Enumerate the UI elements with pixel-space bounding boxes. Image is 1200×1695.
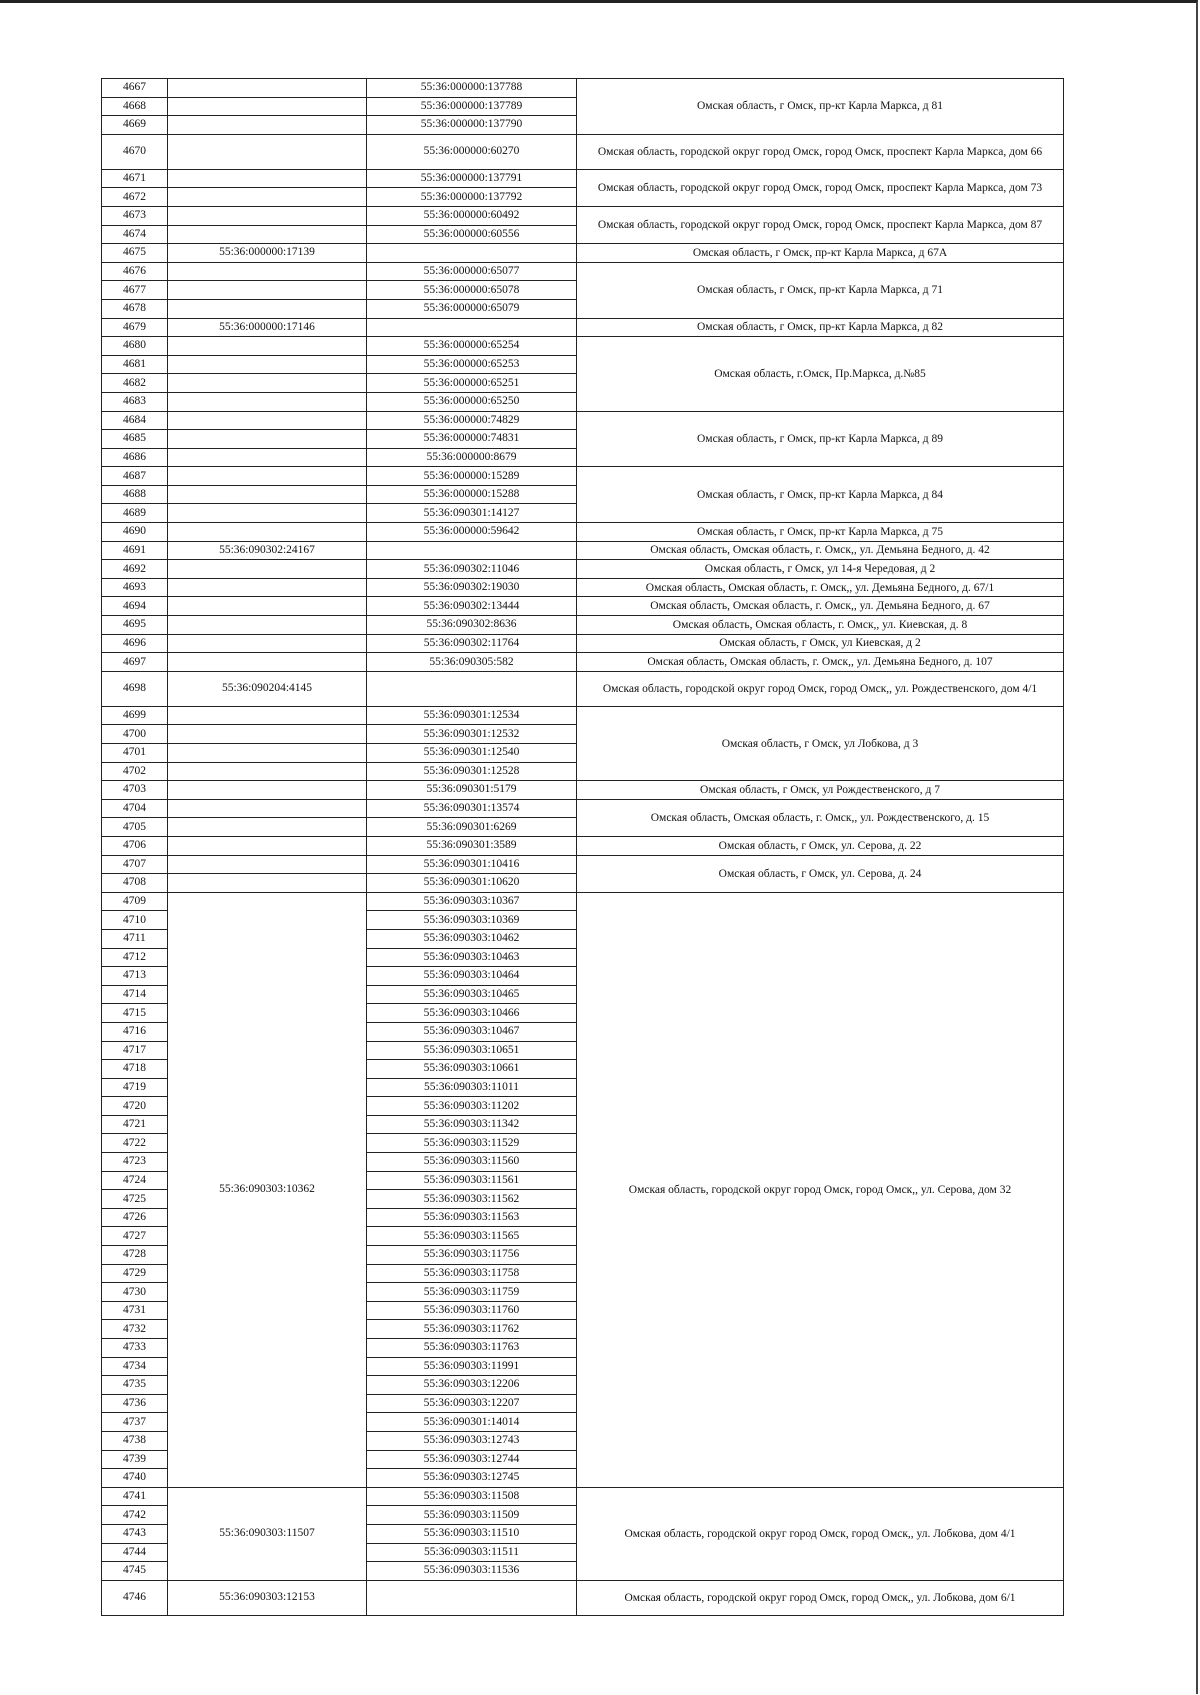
row-number-cell: 4743	[102, 1524, 168, 1543]
row-number-cell: 4718	[102, 1060, 168, 1079]
building-cadastral-cell	[367, 244, 577, 263]
table-row	[102, 1487, 1064, 1506]
parcel-cadastral-cell	[168, 855, 367, 874]
parcel-cadastral-cell	[168, 188, 367, 207]
building-cadastral-cell: 55:36:090301:14014	[367, 1413, 577, 1432]
address-cell: Омская область, г Омск, пр-кт Карла Маркса, д 75	[577, 523, 1064, 542]
row-number-cell: 4669	[102, 116, 168, 135]
row-number-cell: 4728	[102, 1246, 168, 1265]
building-cadastral-cell: 55:36:000000:137788	[367, 79, 577, 98]
address-cell: Омская область, г Омск, пр-кт Карла Маркса, д 81	[577, 79, 1064, 135]
row-number-cell: 4741	[102, 1487, 168, 1506]
address-cell: Омская область, Омская область, г. Омск,, ул. Демьяна Бедного, д. 67	[577, 597, 1064, 616]
row-number-cell: 4727	[102, 1227, 168, 1246]
row-number-cell: 4685	[102, 430, 168, 449]
row-number-cell: 4683	[102, 392, 168, 411]
building-cadastral-cell: 55:36:090302:11764	[367, 634, 577, 653]
row-number-cell: 4738	[102, 1431, 168, 1450]
row-number-cell: 4687	[102, 467, 168, 486]
row-number-cell: 4707	[102, 855, 168, 874]
table-row	[102, 836, 1064, 855]
address-cell: Омская область, г Омск, ул Рождественского, д 7	[577, 781, 1064, 800]
row-number-cell: 4725	[102, 1190, 168, 1209]
parcel-cadastral-cell	[168, 762, 367, 781]
parcel-cadastral-cell	[168, 818, 367, 837]
address-cell: Омская область, городской округ город Омск, город Омск,, ул. Серова, дом 32	[577, 892, 1064, 1487]
row-number-cell: 4710	[102, 911, 168, 930]
address-cell: Омская область, г Омск, пр-кт Карла Маркса, д 84	[577, 467, 1064, 523]
building-cadastral-cell: 55:36:090302:19030	[367, 578, 577, 597]
parcel-cadastral-cell	[168, 411, 367, 430]
parcel-cadastral-cell	[168, 374, 367, 393]
address-cell: Омская область, городской округ город Омск, город Омск,, ул. Лобкова, дом 4/1	[577, 1487, 1064, 1580]
row-number-cell: 4736	[102, 1394, 168, 1413]
row-number-cell: 4675	[102, 244, 168, 263]
building-cadastral-cell: 55:36:000000:60492	[367, 206, 577, 225]
row-number-cell: 4733	[102, 1339, 168, 1358]
building-cadastral-cell: 55:36:000000:65253	[367, 355, 577, 374]
building-cadastral-cell: 55:36:000000:137791	[367, 169, 577, 188]
row-number-cell: 4697	[102, 653, 168, 672]
row-number-cell: 4714	[102, 985, 168, 1004]
address-cell: Омская область, Омская область, г. Омск,, ул. Демьяна Бедного, д. 42	[577, 541, 1064, 560]
address-cell: Омская область, г Омск, ул Лобкова, д 3	[577, 706, 1064, 780]
table-row	[102, 653, 1064, 672]
parcel-cadastral-cell	[168, 597, 367, 616]
row-number-cell: 4692	[102, 560, 168, 579]
table-row	[102, 781, 1064, 800]
row-number-cell: 4742	[102, 1506, 168, 1525]
building-cadastral-cell: 55:36:090303:12206	[367, 1376, 577, 1395]
row-number-cell: 4719	[102, 1078, 168, 1097]
building-cadastral-cell: 55:36:090302:8636	[367, 616, 577, 635]
register-table-body	[102, 79, 1064, 1616]
table-row	[102, 411, 1064, 430]
address-cell: Омская область, г Омск, ул 14-я Чередовая, д 2	[577, 560, 1064, 579]
parcel-cadastral-cell: 55:36:090303:10362	[168, 892, 367, 1487]
row-number-cell: 4724	[102, 1171, 168, 1190]
address-cell: Омская область, г Омск, пр-кт Карла Маркса, д 82	[577, 318, 1064, 337]
row-number-cell: 4739	[102, 1450, 168, 1469]
address-cell: Омская область, Омская область, г. Омск,, ул. Киевская, д. 8	[577, 616, 1064, 635]
row-number-cell: 4667	[102, 79, 168, 98]
building-cadastral-cell: 55:36:090303:11536	[367, 1562, 577, 1581]
building-cadastral-cell: 55:36:090303:11562	[367, 1190, 577, 1209]
building-cadastral-cell: 55:36:090303:11202	[367, 1097, 577, 1116]
parcel-cadastral-cell	[168, 392, 367, 411]
parcel-cadastral-cell	[168, 337, 367, 356]
table-row	[102, 855, 1064, 874]
building-cadastral-cell: 55:36:090303:11011	[367, 1078, 577, 1097]
address-cell: Омская область, Омская область, г. Омск,, ул. Рождественского, д. 15	[577, 799, 1064, 836]
row-number-cell: 4711	[102, 929, 168, 948]
row-number-cell: 4703	[102, 781, 168, 800]
row-number-cell: 4673	[102, 206, 168, 225]
address-cell: Омская область, Омская область, г. Омск,, ул. Демьяна Бедного, д. 107	[577, 653, 1064, 672]
row-number-cell: 4674	[102, 225, 168, 244]
row-number-cell: 4686	[102, 448, 168, 467]
row-number-cell: 4722	[102, 1134, 168, 1153]
row-number-cell: 4670	[102, 134, 168, 169]
parcel-cadastral-cell	[168, 97, 367, 116]
row-number-cell: 4693	[102, 578, 168, 597]
table-row	[102, 523, 1064, 542]
building-cadastral-cell: 55:36:090303:11756	[367, 1246, 577, 1265]
row-number-cell: 4721	[102, 1115, 168, 1134]
building-cadastral-cell: 55:36:090303:10466	[367, 1004, 577, 1023]
row-number-cell: 4726	[102, 1208, 168, 1227]
row-number-cell: 4688	[102, 485, 168, 504]
table-row	[102, 134, 1064, 169]
parcel-cadastral-cell	[168, 448, 367, 467]
table-row	[102, 262, 1064, 281]
building-cadastral-cell: 55:36:090303:11342	[367, 1115, 577, 1134]
row-number-cell: 4694	[102, 597, 168, 616]
building-cadastral-cell: 55:36:090301:12532	[367, 725, 577, 744]
address-cell: Омская область, городской округ город Омск, город Омск, проспект Карла Маркса, дом 73	[577, 169, 1064, 206]
parcel-cadastral-cell: 55:36:090303:11507	[168, 1487, 367, 1580]
table-row	[102, 892, 1064, 911]
building-cadastral-cell: 55:36:000000:65079	[367, 299, 577, 318]
row-number-cell: 4696	[102, 634, 168, 653]
building-cadastral-cell: 55:36:090303:12744	[367, 1450, 577, 1469]
row-number-cell: 4708	[102, 874, 168, 893]
building-cadastral-cell: 55:36:090303:10462	[367, 929, 577, 948]
table-row	[102, 616, 1064, 635]
building-cadastral-cell: 55:36:000000:74831	[367, 430, 577, 449]
row-number-cell: 4676	[102, 262, 168, 281]
table-row	[102, 318, 1064, 337]
building-cadastral-cell: 55:36:090303:10651	[367, 1041, 577, 1060]
row-number-cell: 4715	[102, 1004, 168, 1023]
parcel-cadastral-cell	[168, 504, 367, 523]
building-cadastral-cell: 55:36:000000:65078	[367, 281, 577, 300]
parcel-cadastral-cell	[168, 706, 367, 725]
row-number-cell: 4668	[102, 97, 168, 116]
building-cadastral-cell: 55:36:090303:11561	[367, 1171, 577, 1190]
row-number-cell: 4678	[102, 299, 168, 318]
building-cadastral-cell: 55:36:090303:10464	[367, 967, 577, 986]
building-cadastral-cell: 55:36:090303:12743	[367, 1431, 577, 1450]
row-number-cell: 4677	[102, 281, 168, 300]
building-cadastral-cell: 55:36:090303:10465	[367, 985, 577, 1004]
parcel-cadastral-cell: 55:36:090303:12153	[168, 1580, 367, 1615]
row-number-cell: 4702	[102, 762, 168, 781]
parcel-cadastral-cell: 55:36:000000:17146	[168, 318, 367, 337]
parcel-cadastral-cell	[168, 281, 367, 300]
parcel-cadastral-cell	[168, 355, 367, 374]
row-number-cell: 4732	[102, 1320, 168, 1339]
register-table	[101, 78, 1064, 1616]
row-number-cell: 4689	[102, 504, 168, 523]
parcel-cadastral-cell	[168, 262, 367, 281]
address-cell: Омская область, городской округ город Омск, город Омск, проспект Карла Маркса, дом 87	[577, 206, 1064, 243]
row-number-cell: 4735	[102, 1376, 168, 1395]
table-row	[102, 578, 1064, 597]
building-cadastral-cell: 55:36:090303:11563	[367, 1208, 577, 1227]
building-cadastral-cell: 55:36:090302:13444	[367, 597, 577, 616]
building-cadastral-cell: 55:36:090303:10369	[367, 911, 577, 930]
row-number-cell: 4744	[102, 1543, 168, 1562]
row-number-cell: 4701	[102, 744, 168, 763]
building-cadastral-cell: 55:36:000000:137789	[367, 97, 577, 116]
building-cadastral-cell: 55:36:000000:137792	[367, 188, 577, 207]
row-number-cell: 4734	[102, 1357, 168, 1376]
building-cadastral-cell: 55:36:090303:11529	[367, 1134, 577, 1153]
table-row	[102, 560, 1064, 579]
row-number-cell: 4745	[102, 1562, 168, 1581]
row-number-cell: 4681	[102, 355, 168, 374]
row-number-cell: 4699	[102, 706, 168, 725]
parcel-cadastral-cell	[168, 299, 367, 318]
building-cadastral-cell: 55:36:090301:6269	[367, 818, 577, 837]
building-cadastral-cell: 55:36:090301:12540	[367, 744, 577, 763]
table-row	[102, 206, 1064, 225]
building-cadastral-cell: 55:36:090303:11759	[367, 1283, 577, 1302]
building-cadastral-cell: 55:36:090303:10463	[367, 948, 577, 967]
row-number-cell: 4737	[102, 1413, 168, 1432]
building-cadastral-cell: 55:36:090301:14127	[367, 504, 577, 523]
parcel-cadastral-cell	[168, 836, 367, 855]
building-cadastral-cell	[367, 318, 577, 337]
row-number-cell: 4672	[102, 188, 168, 207]
parcel-cadastral-cell	[168, 634, 367, 653]
building-cadastral-cell: 55:36:000000:60270	[367, 134, 577, 169]
building-cadastral-cell: 55:36:000000:59642	[367, 523, 577, 542]
row-number-cell: 4679	[102, 318, 168, 337]
building-cadastral-cell: 55:36:090303:11509	[367, 1506, 577, 1525]
parcel-cadastral-cell	[168, 206, 367, 225]
row-number-cell: 4705	[102, 818, 168, 837]
parcel-cadastral-cell	[168, 799, 367, 818]
parcel-cadastral-cell	[168, 116, 367, 135]
building-cadastral-cell	[367, 671, 577, 706]
parcel-cadastral-cell	[168, 578, 367, 597]
building-cadastral-cell: 55:36:090301:10620	[367, 874, 577, 893]
address-cell: Омская область, г Омск, пр-кт Карла Маркса, д 89	[577, 411, 1064, 467]
building-cadastral-cell: 55:36:000000:65251	[367, 374, 577, 393]
table-row	[102, 169, 1064, 188]
parcel-cadastral-cell	[168, 485, 367, 504]
building-cadastral-cell: 55:36:090303:11758	[367, 1264, 577, 1283]
building-cadastral-cell: 55:36:090303:11508	[367, 1487, 577, 1506]
parcel-cadastral-cell	[168, 653, 367, 672]
row-number-cell: 4706	[102, 836, 168, 855]
row-number-cell: 4695	[102, 616, 168, 635]
building-cadastral-cell: 55:36:090301:12528	[367, 762, 577, 781]
building-cadastral-cell: 55:36:090303:10467	[367, 1022, 577, 1041]
row-number-cell: 4746	[102, 1580, 168, 1615]
table-row	[102, 706, 1064, 725]
row-number-cell: 4671	[102, 169, 168, 188]
address-cell: Омская область, городской округ город Омск, город Омск,, ул. Лобкова, дом 6/1	[577, 1580, 1064, 1615]
building-cadastral-cell: 55:36:090303:11565	[367, 1227, 577, 1246]
table-row	[102, 541, 1064, 560]
row-number-cell: 4740	[102, 1469, 168, 1488]
parcel-cadastral-cell	[168, 781, 367, 800]
building-cadastral-cell: 55:36:000000:65077	[367, 262, 577, 281]
building-cadastral-cell: 55:36:090303:11560	[367, 1153, 577, 1172]
parcel-cadastral-cell	[168, 616, 367, 635]
address-cell: Омская область, г Омск, пр-кт Карла Маркса, д 67А	[577, 244, 1064, 263]
row-number-cell: 4730	[102, 1283, 168, 1302]
building-cadastral-cell: 55:36:000000:65250	[367, 392, 577, 411]
building-cadastral-cell: 55:36:090303:12207	[367, 1394, 577, 1413]
table-row	[102, 799, 1064, 818]
parcel-cadastral-cell	[168, 134, 367, 169]
building-cadastral-cell: 55:36:090303:11511	[367, 1543, 577, 1562]
row-number-cell: 4712	[102, 948, 168, 967]
row-number-cell: 4720	[102, 1097, 168, 1116]
table-row	[102, 597, 1064, 616]
building-cadastral-cell: 55:36:090301:10416	[367, 855, 577, 874]
building-cadastral-cell: 55:36:090303:11991	[367, 1357, 577, 1376]
parcel-cadastral-cell: 55:36:090204:4145	[168, 671, 367, 706]
parcel-cadastral-cell	[168, 79, 367, 98]
table-row	[102, 1580, 1064, 1615]
table-row	[102, 467, 1064, 486]
building-cadastral-cell: 55:36:090302:11046	[367, 560, 577, 579]
building-cadastral-cell: 55:36:090303:11510	[367, 1524, 577, 1543]
parcel-cadastral-cell	[168, 169, 367, 188]
row-number-cell: 4716	[102, 1022, 168, 1041]
building-cadastral-cell: 55:36:090303:12745	[367, 1469, 577, 1488]
row-number-cell: 4713	[102, 967, 168, 986]
building-cadastral-cell: 55:36:090303:11760	[367, 1301, 577, 1320]
parcel-cadastral-cell	[168, 430, 367, 449]
address-cell: Омская область, г Омск, ул Киевская, д 2	[577, 634, 1064, 653]
address-cell: Омская область, г Омск, пр-кт Карла Маркса, д 71	[577, 262, 1064, 318]
table-row	[102, 337, 1064, 356]
parcel-cadastral-cell	[168, 467, 367, 486]
parcel-cadastral-cell	[168, 225, 367, 244]
parcel-cadastral-cell	[168, 523, 367, 542]
building-cadastral-cell: 55:36:090301:3589	[367, 836, 577, 855]
building-cadastral-cell: 55:36:000000:137790	[367, 116, 577, 135]
row-number-cell: 4731	[102, 1301, 168, 1320]
row-number-cell: 4709	[102, 892, 168, 911]
parcel-cadastral-cell	[168, 560, 367, 579]
building-cadastral-cell: 55:36:090301:12534	[367, 706, 577, 725]
address-cell: Омская область, г.Омск, Пр.Маркса, д.№85	[577, 337, 1064, 411]
address-cell: Омская область, г Омск, ул. Серова, д. 22	[577, 836, 1064, 855]
building-cadastral-cell: 55:36:000000:15288	[367, 485, 577, 504]
row-number-cell: 4680	[102, 337, 168, 356]
building-cadastral-cell: 55:36:000000:74829	[367, 411, 577, 430]
row-number-cell: 4682	[102, 374, 168, 393]
row-number-cell: 4723	[102, 1153, 168, 1172]
parcel-cadastral-cell: 55:36:000000:17139	[168, 244, 367, 263]
building-cadastral-cell: 55:36:000000:15289	[367, 467, 577, 486]
address-cell: Омская область, г Омск, ул. Серова, д. 24	[577, 855, 1064, 892]
building-cadastral-cell: 55:36:090303:10661	[367, 1060, 577, 1079]
building-cadastral-cell: 55:36:090301:13574	[367, 799, 577, 818]
building-cadastral-cell	[367, 1580, 577, 1615]
row-number-cell: 4698	[102, 671, 168, 706]
building-cadastral-cell	[367, 541, 577, 560]
address-cell: Омская область, Омская область, г. Омск,, ул. Демьяна Бедного, д. 67/1	[577, 578, 1064, 597]
building-cadastral-cell: 55:36:090303:11762	[367, 1320, 577, 1339]
parcel-cadastral-cell: 55:36:090302:24167	[168, 541, 367, 560]
row-number-cell: 4729	[102, 1264, 168, 1283]
row-number-cell: 4700	[102, 725, 168, 744]
row-number-cell: 4691	[102, 541, 168, 560]
table-row	[102, 634, 1064, 653]
row-number-cell: 4690	[102, 523, 168, 542]
row-number-cell: 4704	[102, 799, 168, 818]
address-cell: Омская область, городской округ город Омск, город Омск,, ул. Рождественского, дом 4/1	[577, 671, 1064, 706]
building-cadastral-cell: 55:36:090303:10367	[367, 892, 577, 911]
building-cadastral-cell: 55:36:090303:11763	[367, 1339, 577, 1358]
address-cell: Омская область, городской округ город Омск, город Омск, проспект Карла Маркса, дом 66	[577, 134, 1064, 169]
parcel-cadastral-cell	[168, 874, 367, 893]
building-cadastral-cell: 55:36:090301:5179	[367, 781, 577, 800]
table-row	[102, 79, 1064, 98]
table-row	[102, 671, 1064, 706]
parcel-cadastral-cell	[168, 725, 367, 744]
row-number-cell: 4717	[102, 1041, 168, 1060]
table-row	[102, 244, 1064, 263]
row-number-cell: 4684	[102, 411, 168, 430]
building-cadastral-cell: 55:36:090305:582	[367, 653, 577, 672]
building-cadastral-cell: 55:36:000000:65254	[367, 337, 577, 356]
building-cadastral-cell: 55:36:000000:60556	[367, 225, 577, 244]
building-cadastral-cell: 55:36:000000:8679	[367, 448, 577, 467]
parcel-cadastral-cell	[168, 744, 367, 763]
